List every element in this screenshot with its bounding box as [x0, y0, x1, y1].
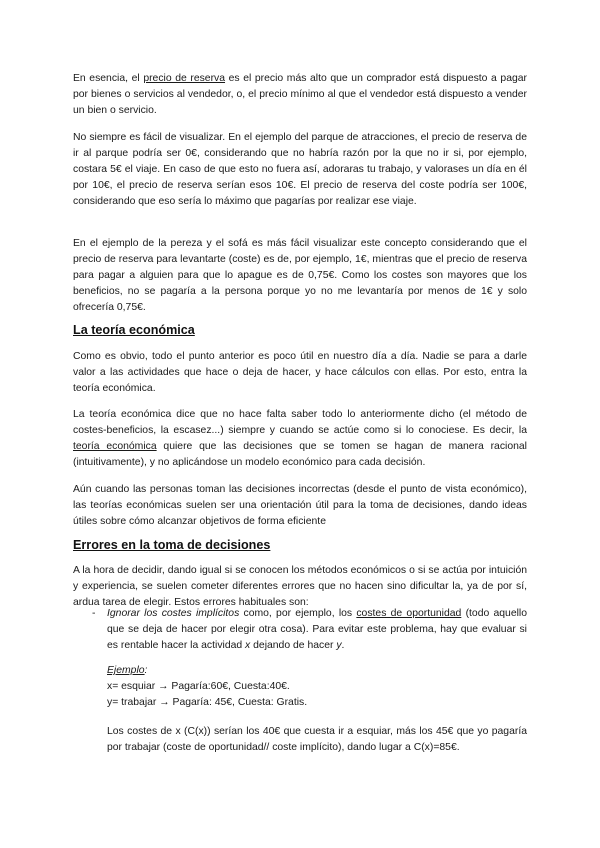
intro-text-end: es el precio más alto que un comprador está dispuesto a pagar por bienes o servicios al vendedor, o, el precio mínimo al que el vendedor está dispuesto a vender un bien o servicio. [73, 73, 528, 116]
bullet-text-mid: como, por ejemplo, los [239, 608, 357, 619]
example-colon: : [144, 665, 148, 676]
precio-de-reserva-term: precio de reserva [143, 73, 226, 84]
list-item-costes-implicitos [107, 606, 527, 654]
example-y-line: y= trabajar → Pagaría: 45€, Cuesta: Gratis. [107, 697, 308, 708]
conclusion-paragraph: Los costes de x (C(x)) serían los 40€ que cuesta ir a esquiar, más los 45€ que yo pagaría por trabajar (coste de oportunidad// coste implícito), dando lugar a C(x)=85€. [107, 726, 527, 753]
example-block [107, 663, 527, 711]
costes-implicitos-term: Ignorar los costes implícitos [107, 608, 240, 619]
pereza-sofa-paragraph: En el ejemplo de la pereza y el sofá es más fácil visualizar este concepto considerando que el precio de reserva para levantarte (coste) es de, por ejemplo, 1€, mientras que el precio de reserva para pagar a alguien para que lo apague es de 0,75€. Como los costes son mayores que los beneficios, no se pagaría a la persona porque yo no me levantaría por menos de 1€ y solo ofrecería 0,75€. [73, 238, 527, 313]
teoria-paragraph-3: Aún cuando las personas toman las decisiones incorrectas (desde el punto de vista económico), las teorías económicas suelen ser una orientación útil para la toma de decisiones, dando ideas útiles sobre cómo alcanzar objetivos de forma eficiente [73, 484, 527, 527]
variable-x: x [245, 640, 251, 651]
intro-paragraph [73, 71, 527, 119]
errores-paragraph: A la hora de decidir, dando igual si se conocen los métodos económicos o si se actúa por intuición y experiencia, se suelen cometer diferentes errores que no hacen sino dificultar la, ya de por sí, ardua tarea de elegir. Estos errores habituales son: [73, 565, 527, 608]
parque-paragraph: No siempre es fácil de visualizar. En el ejemplo del parque de atracciones, el precio de reserva de ir al parque podría ser 0€, considerando que no habría razón por la que no ir si, por ejemplo, costara 5€ el viaje. En caso de que esto no fuera así, adoraras tu trabajo, y valorases un día en él por 10€, el precio de reserva serían esos 10€. El precio de reserva del coste podría ser 100€, considerando que eso sería lo máximo que pagarías por realizar ese viaje. [73, 132, 527, 207]
teoria-p2-end: quiere que las decisiones que se tomen se hagan de manera racional (intuitivamente), y no aplicándose un modelo económico para cada decisión. [73, 441, 527, 468]
variable-y: y [336, 640, 342, 651]
teoria-paragraph-1: Como es obvio, todo el punto anterior es poco útil en nuestro día a día. Nadie se para a darle valor a las actividades que hace o deja de hacer, y hace cálculos con ellas. Por esto, entra la teoría económica. [73, 351, 527, 394]
bullet-text-tail: (todo aquello que se deja de hacer por elegir otra cosa). Para evitar este problema, hay que evaluar si es rentable hacer la actividad [107, 608, 528, 651]
teoria-paragraph-2 [73, 407, 527, 471]
example-label: Ejemplo [107, 665, 145, 676]
example-x-line: x= esquiar → Pagaría:60€, Cuesta:40€. [107, 681, 290, 692]
teoria-economica-term: teoría económica [73, 441, 157, 452]
section-title-teoria-economica: La teoría económica [73, 323, 195, 337]
bullet-text-tail2: dejando de hacer [250, 640, 337, 651]
bullet-text-end: . [341, 640, 345, 651]
costes-oportunidad-term: costes de oportunidad [356, 608, 462, 619]
section-title-errores: Errores en la toma de decisiones [73, 538, 271, 552]
list-bullet-dash: - [92, 608, 96, 619]
intro-text-start: En esencia, el [73, 73, 144, 84]
teoria-p2-start: La teoría económica dice que no hace falta saber todo lo anteriormente dicho (el método de costes-beneficios, la escasez...) siempre y cuando se actúe como si lo conociese. Es decir, la [73, 409, 527, 436]
example-label-line [107, 663, 527, 679]
